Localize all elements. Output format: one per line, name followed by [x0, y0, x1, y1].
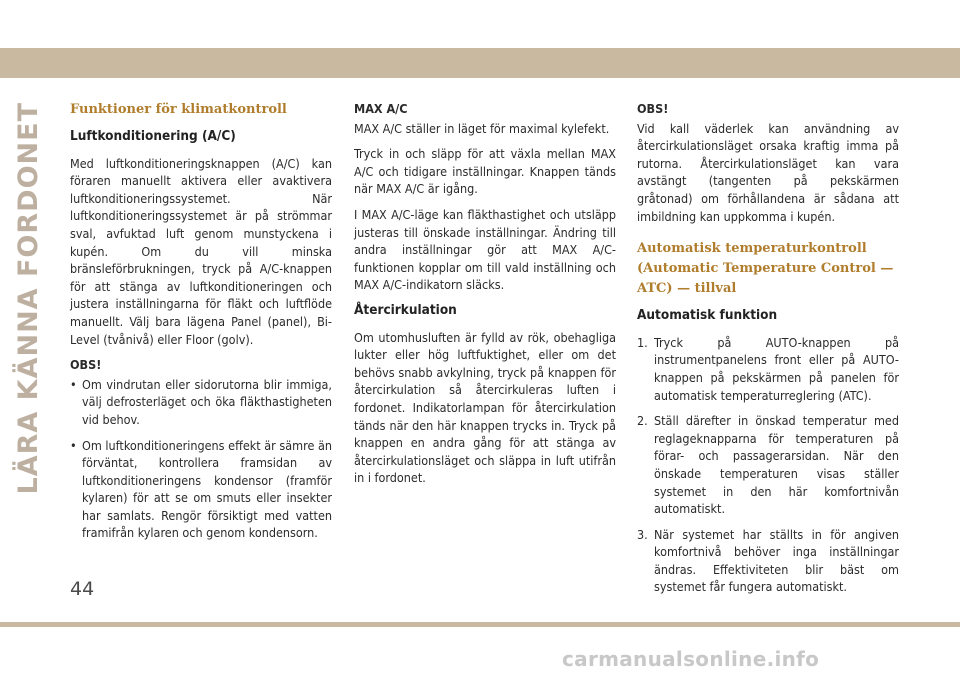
list-item: • Om vindrutan eller sidorutorna blir immiga, välj defrosterläget och öka fläkthastigheten vid behov.: [70, 376, 332, 429]
numbered-list: [637, 334, 899, 596]
note-text: Vid kall väderlek kan användning av återcirkulationsläget orsaka kraftig imma på rutorna. Återcirkulationsläget kan vara avstängt (tangenten på pekskärmen gråtonad) om förhållandena är sådana att imbildning kan uppkomma i kupén.: [637, 120, 899, 224]
paragraph: Om utomhusluften är fylld av rök, obehagliga lukter eller hög luftfuktighet, eller om det behövs snabb avkylning, tryck på knappen för återcirkulation så återcirkuleras luften i fordonet. Indikatorlampan för återcirkulation tänds när den här knappen trycks in. Tryck på knappen en andra gång för att stänga av återcirkulationsläget och släppa in luft utifrån in i fordonet.: [354, 329, 616, 486]
column-1: [70, 100, 332, 550]
paragraph: I MAX A/C-läge kan fläkthastighet och utsläpp justeras till önskade inställningar. Ändring till andra inställningar gör att MAX A/C-funktionen kopplar om till vald inställning och MAX A/C-indikatorn släcks.: [354, 206, 616, 293]
heading-ac: Luftkonditionering (A/C): [70, 128, 236, 144]
header-band: [0, 48, 960, 78]
note-label: OBS!: [637, 101, 669, 116]
list-item: • Om luftkonditioneringens effekt är sämre än förväntat, kontrollera framsidan av luftkonditioneringens kondensor (framför kylaren) för att se om smuts eller insekter har samlats. Rengör försiktigt med vatten framifrån kylaren och genom kondensorn.: [70, 437, 332, 543]
watermark: carmanualsonline.info: [562, 647, 820, 671]
note-label: OBS!: [70, 357, 102, 373]
paragraph: Med luftkonditioneringsknappen (A/C) kan föraren manuellt aktivera eller avaktivera luftkonditioneringssystemet. När luftkonditioneringssystemet är på strömmar sval, avfuktad luft genom munstyckena i kupén. Om du vill minska bränsleförbrukningen, tryck på A/C-knappen för att stänga av luftkonditioneringen och justera inställningarna för fläkt och luftflöde manuellt. Välj bara lägena Panel (panel), Bi-Level (tvånivå) eller Floor (golv).: [70, 155, 332, 347]
column-2: [354, 100, 616, 495]
side-chapter-label: LÄRA KÄNNA FORDONET: [12, 102, 44, 495]
paragraph: Tryck in och släpp för att växla mellan MAX A/C och tidigare inställningar. Knappen tänds när MAX A/C är igång.: [354, 146, 616, 197]
column-3: [637, 100, 899, 604]
page-number: 44: [70, 578, 95, 600]
heading-auto-function: Automatisk funktion: [637, 307, 778, 324]
list-item: 2. Ställ därefter in önskad temperatur med reglageknapparna för temperaturen på förar- och passagerarsidan. När den önskade temperaturen visas ställer systemet in den här komfortnivån automatiskt.: [637, 413, 899, 517]
heading-max-ac: MAX A/C: [354, 101, 408, 116]
section-title-atc: Automatisk temperaturkontroll (Automatic Temperature Control — ATC) — tillval: [637, 241, 894, 297]
bullet-list: [70, 376, 332, 542]
list-item: 1. Tryck på AUTO-knappen på instrumentpanelens front eller på AUTO-knappen på pekskärmen på panelen för automatisk temperaturreglering (ATC).: [637, 334, 899, 403]
list-item: 3. När systemet har ställts in för angiven komfortnivå behöver inga inställningar ändras. Effektiviteten blir bäst om systemet får fungera automatiskt.: [637, 526, 899, 595]
paragraph: MAX A/C ställer in läget för maximal kylefekt.: [354, 120, 610, 136]
heading-recirculation: Återcirkulation: [354, 301, 457, 318]
footer-band: [0, 622, 960, 627]
section-title-climate: Funktioner för klimatkontroll: [70, 102, 287, 117]
